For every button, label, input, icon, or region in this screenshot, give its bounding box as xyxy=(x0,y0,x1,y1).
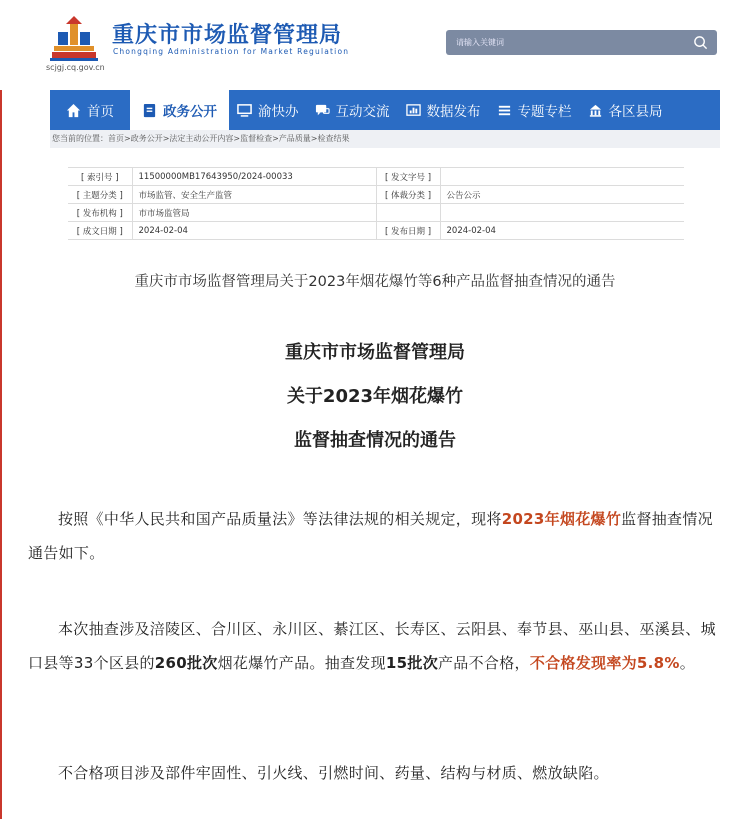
p2-text-g: 。 xyxy=(679,654,696,672)
meta-value-docno xyxy=(440,168,684,186)
meta-key-empty xyxy=(376,204,440,222)
p2-text-c: 烟花爆竹产品。抽查发现 xyxy=(217,654,386,672)
meta-key-topic: [ 主题分类 ] xyxy=(68,186,132,204)
meta-row xyxy=(68,186,684,204)
page-edge-line xyxy=(0,0,2,819)
p2-text-a: 本次抽查涉及涪陵区、合川区、永川区、綦江区、长寿区、云阳县、奉节县、巫山县、巫溪县、城口县等33个区县的 xyxy=(28,620,716,672)
headline-line-2: 关于2023年烟花爆竹 xyxy=(286,386,464,407)
nav-item-label: 专题专栏 xyxy=(517,104,572,120)
nav-item-label: 各区县局 xyxy=(608,104,663,120)
nav-item-district-bureaus[interactable] xyxy=(580,90,671,130)
meta-key-org: [ 发布机构 ] xyxy=(68,204,132,222)
paragraph-3 xyxy=(28,756,728,790)
meta-key-index: [ 索引号 ] xyxy=(68,168,132,186)
paragraph-1 xyxy=(28,502,728,570)
paragraph-2 xyxy=(28,612,728,680)
p2-batch-count: 260批次 xyxy=(154,654,218,672)
p2-text-e: 产品不合格， xyxy=(438,654,530,672)
p1-text-c: 监督抽查情况通告如下。 xyxy=(28,510,713,562)
list-icon xyxy=(497,103,512,118)
search-input[interactable] xyxy=(446,30,686,55)
p2-failed-count: 15批次 xyxy=(385,654,438,672)
document-icon xyxy=(142,103,157,118)
meta-key-published: [ 发布日期 ] xyxy=(376,222,440,240)
nav-item-gov-affairs[interactable] xyxy=(130,90,229,130)
building-icon xyxy=(588,103,603,118)
nav-item-label: 互动交流 xyxy=(335,104,390,120)
meta-value-topic: 市场监管、安全生产监管 xyxy=(132,186,376,204)
meta-value-index: 11500000MB17643950/2024-00033 xyxy=(132,168,376,186)
p3-text-a: 不合格项目涉及部件牢固性、引火线、引燃时间、药量、结构与材质、燃放缺陷。 xyxy=(58,764,609,782)
nav-item-label: 首页 xyxy=(87,104,114,120)
meta-row xyxy=(68,204,684,222)
meta-value-created: 2024-02-04 xyxy=(132,222,376,240)
nav-item-label: 渝快办 xyxy=(258,104,299,120)
monitor-icon xyxy=(237,103,252,118)
p1-highlight: 2023年烟花爆竹 xyxy=(501,510,622,528)
nav-item-interaction[interactable] xyxy=(307,90,398,130)
site-title[interactable]: 重庆市市场监督管理局 xyxy=(112,23,343,48)
meta-row xyxy=(68,222,684,240)
meta-row xyxy=(68,168,684,186)
meta-value-empty xyxy=(440,204,684,222)
headline-line-3: 监督抽查情况的通告 xyxy=(294,430,456,451)
meta-key-docno: [ 发文字号 ] xyxy=(376,168,440,186)
site-domain: scjgj.cq.gov.cn xyxy=(46,63,105,72)
meta-value-genre: 公告公示 xyxy=(440,186,684,204)
nav-item-special-topics[interactable] xyxy=(489,90,580,130)
document-title: 重庆市市场监督管理局关于2023年烟花爆竹等6种产品监督抽查情况的通告 xyxy=(134,274,616,290)
meta-key-created: [ 成文日期 ] xyxy=(68,222,132,240)
meta-value-org: 市市场监管局 xyxy=(132,204,376,222)
p2-fail-rate: 不合格发现率为5.8% xyxy=(529,654,680,672)
meta-key-genre: [ 体裁分类 ] xyxy=(376,186,440,204)
nav-item-home[interactable] xyxy=(50,90,130,130)
chat-icon xyxy=(315,103,330,118)
site-subtitle: Chongqing Administration for Market Regulation xyxy=(113,47,350,56)
nav-item-label: 政务公开 xyxy=(163,104,217,120)
main-nav xyxy=(50,90,720,130)
document-meta-table xyxy=(68,167,684,240)
chart-icon xyxy=(406,103,421,118)
site-logo-emblem-icon[interactable] xyxy=(46,14,102,62)
nav-item-label: 数据发布 xyxy=(426,104,481,120)
search-icon[interactable] xyxy=(693,35,708,50)
p1-text-a: 按照《中华人民共和国产品质量法》等法律法规的相关规定，现将 xyxy=(58,510,502,528)
headline-line-1: 重庆市市场监督管理局 xyxy=(285,342,465,363)
home-icon xyxy=(66,103,81,118)
meta-value-published: 2024-02-04 xyxy=(440,222,684,240)
nav-item-data-release[interactable] xyxy=(398,90,489,130)
breadcrumb[interactable]: 您当前的位置：首页>政务公开>法定主动公开内容>监督检查>产品质量>检查结果 xyxy=(50,130,720,148)
nav-item-yukuaiban[interactable] xyxy=(229,90,307,130)
site-header xyxy=(0,0,750,90)
search-box xyxy=(446,30,717,55)
